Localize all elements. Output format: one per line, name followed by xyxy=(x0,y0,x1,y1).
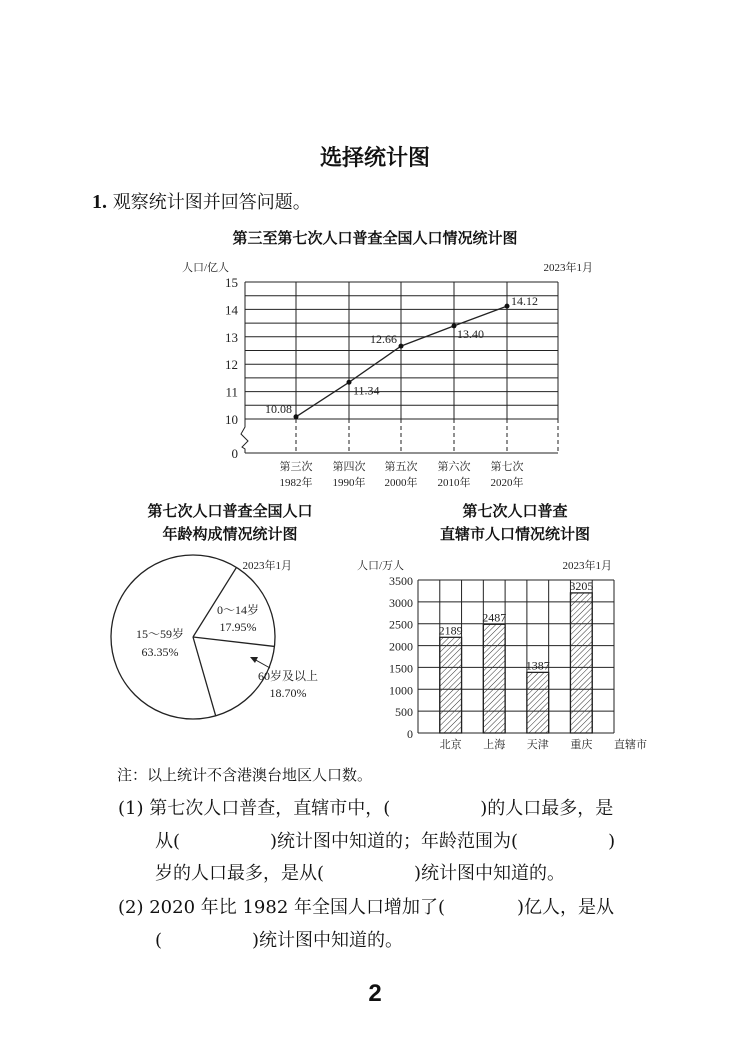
line-y-tick-label: 12 xyxy=(225,357,238,373)
question-line-4: (2) 2020 年比 1982 年全国人口增加了( )亿人，是从 xyxy=(118,897,615,918)
pie-chart-title: 第七次人口普查全国人口 年龄构成情况统计图 xyxy=(147,502,313,543)
line-point xyxy=(347,380,352,385)
bar-y-tick-label: 2000 xyxy=(389,639,413,654)
line-x-tick-label: 第五次 xyxy=(384,461,418,473)
bar-x-tick-label: 重庆 xyxy=(570,739,593,751)
line-data-label: 11.34 xyxy=(353,383,380,398)
line-chart-date: 2023年1月 xyxy=(543,262,593,274)
line-data-label: 14.12 xyxy=(511,294,538,309)
bar-y-tick-label: 500 xyxy=(395,705,413,720)
bar-y-tick-label: 1000 xyxy=(389,683,413,698)
page-title: 选择统计图 xyxy=(319,146,430,171)
bar xyxy=(440,637,462,733)
pie-slice-value: 18.70% xyxy=(269,686,307,700)
bar-y-tick-label: 0 xyxy=(407,727,413,741)
bar-chart-title: 第七次人口普查 直辖市人口情况统计图 xyxy=(439,502,590,543)
line-point xyxy=(399,344,404,349)
bar-y-tick-label: 2500 xyxy=(389,617,413,632)
pie-slice-label: 15～59岁 xyxy=(135,627,185,641)
line-y-tick-label: 10 xyxy=(225,412,238,427)
line-x-tick-label: 第六次 xyxy=(437,461,471,473)
pie-slice-label: 0～14岁 xyxy=(216,603,260,617)
bar-data-label: 2189 xyxy=(438,623,463,638)
bar-data-label: 3205 xyxy=(569,578,594,593)
line-x-tick-label: 第四次 xyxy=(332,461,366,473)
page-number: 2 xyxy=(368,980,382,1007)
question-number: 1. xyxy=(92,191,107,213)
bar-y-tick-label: 3000 xyxy=(389,595,413,610)
line-x-tick-label: 2000年 xyxy=(384,477,418,489)
line-y-axis-label: 人口/亿人 xyxy=(182,262,230,274)
line-x-tick-label: 1982年 xyxy=(279,477,313,489)
pie-slice-value: 17.95% xyxy=(219,620,257,634)
note-text: 注：以上统计不含港澳台地区人口数。 xyxy=(117,766,373,784)
bar-y-tick-label: 1500 xyxy=(389,661,413,676)
line-y-tick-label: 0 xyxy=(231,446,238,461)
bar-x-tick-label: 天津 xyxy=(526,739,549,751)
bar-data-label: 2487 xyxy=(482,610,507,625)
question-line-1: (1) 第七次人口普查，直辖市中，( )的人口最多，是 xyxy=(118,798,614,819)
bar-x-tick-label: 上海 xyxy=(483,739,506,751)
bar-y-tick-label: 3500 xyxy=(389,574,413,588)
question-line-3: 岁的人口最多，是从( )统计图中知道的。 xyxy=(155,863,566,884)
pie-chart-date: 2023年1月 xyxy=(242,560,292,572)
bar-data-label: 1387 xyxy=(525,658,550,673)
bar-x-tick-label: 北京 xyxy=(439,739,462,751)
line-y-tick-label: 15 xyxy=(225,275,238,290)
bar-chart-date: 2023年1月 xyxy=(562,560,612,572)
line-x-tick-label: 2010年 xyxy=(437,477,471,489)
bar-y-axis-label: 人口/万人 xyxy=(357,560,405,572)
question-line-5: ( )统计图中知道的。 xyxy=(155,930,404,951)
line-data-label: 13.40 xyxy=(457,326,484,341)
bar xyxy=(570,593,592,733)
line-point xyxy=(294,414,299,419)
line-data-label: 12.66 xyxy=(370,332,397,347)
bar-x-axis-label: 直辖市 xyxy=(614,739,647,751)
line-chart-title: 第三至第七次人口普查全国人口情况统计图 xyxy=(232,229,518,247)
line-point xyxy=(452,323,457,328)
axis-break-icon xyxy=(241,419,248,453)
line-x-tick-label: 第三次 xyxy=(279,461,313,473)
line-y-tick-label: 13 xyxy=(225,329,238,345)
question-intro: 观察统计图并回答问题。 xyxy=(112,192,311,213)
bar xyxy=(527,672,549,733)
line-y-tick-label: 14 xyxy=(225,302,238,318)
line-data-label: 10.08 xyxy=(265,401,292,416)
bar xyxy=(483,624,505,733)
line-point xyxy=(505,304,510,309)
pie-slice-value: 63.35% xyxy=(141,645,179,659)
question-line-2: 从( )统计图中知道的；年龄范围为( ) xyxy=(155,831,616,852)
pie-slice-label: 60岁及以上 xyxy=(257,669,319,683)
line-x-tick-label: 2020年 xyxy=(490,477,524,489)
line-y-tick-label: 11 xyxy=(225,384,238,400)
line-x-tick-label: 1990年 xyxy=(332,477,366,489)
line-x-tick-label: 第七次 xyxy=(490,461,524,473)
